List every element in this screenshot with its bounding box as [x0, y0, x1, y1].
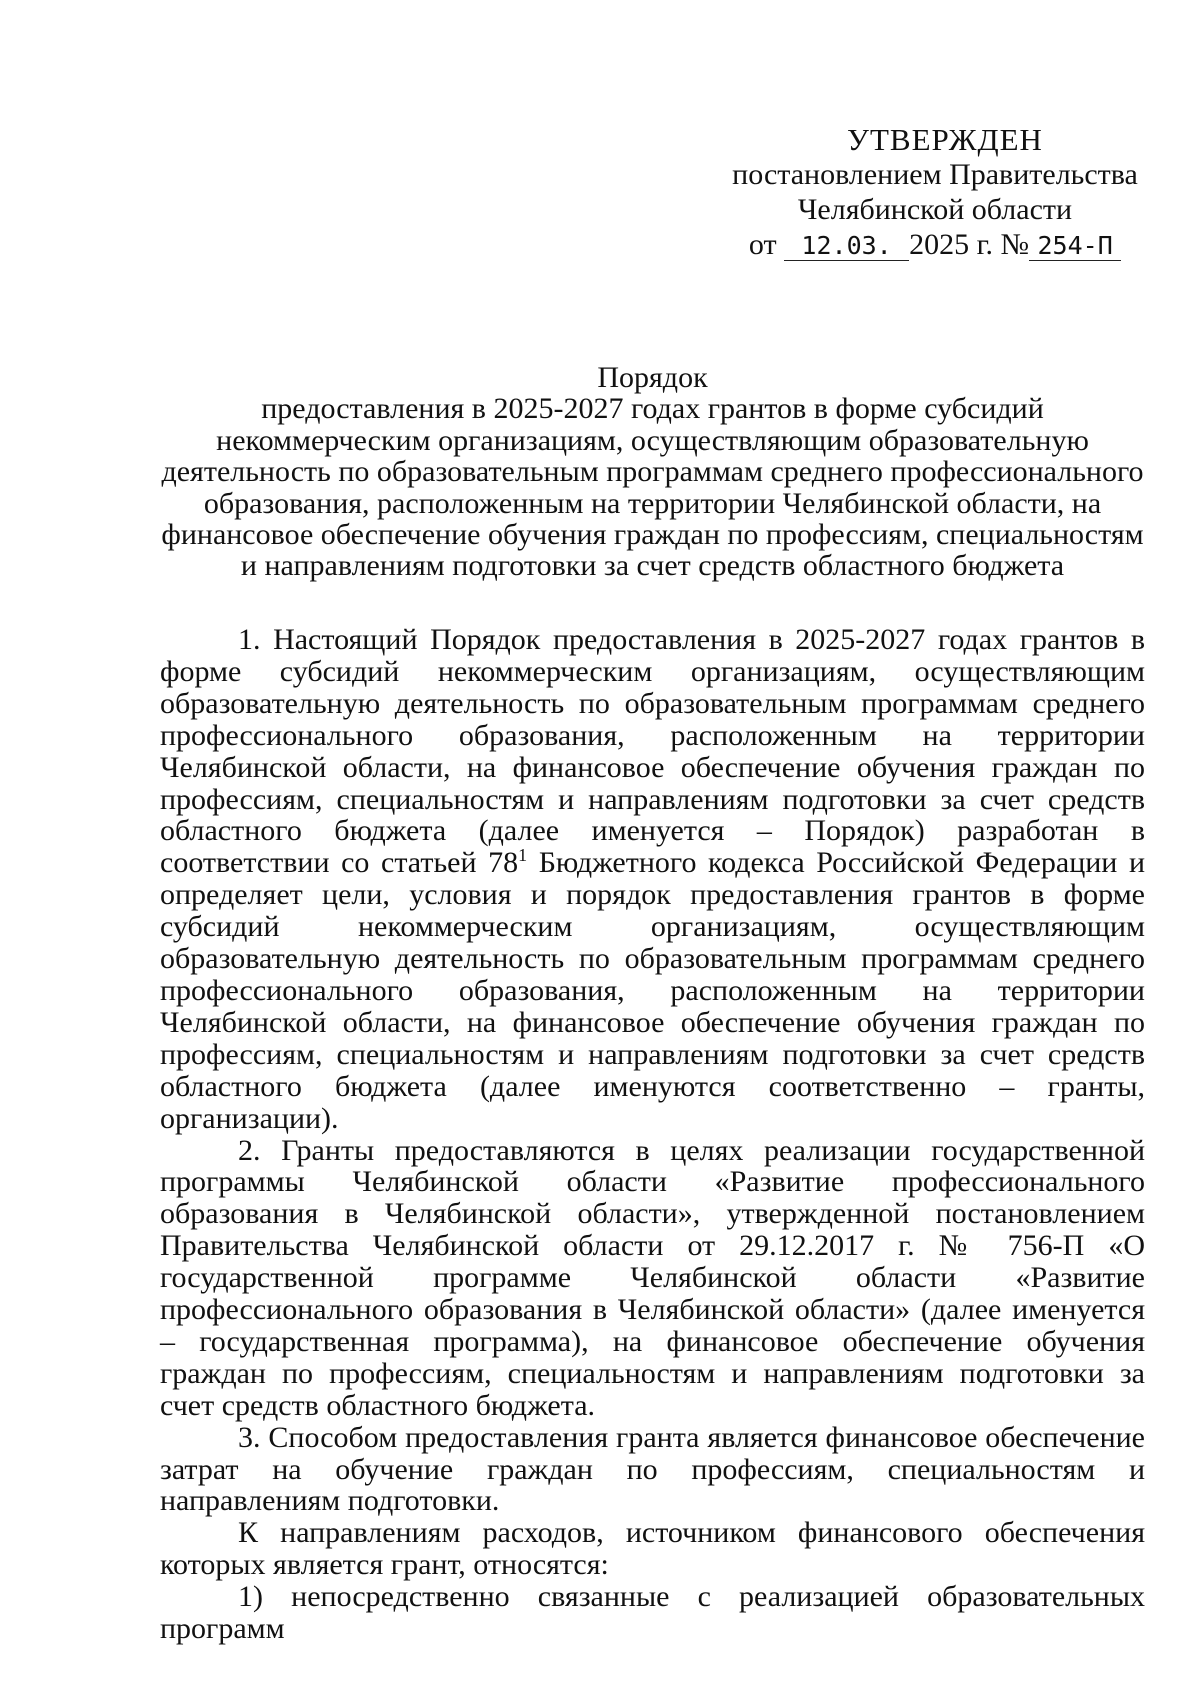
document-heading: Порядок — [597, 361, 708, 394]
paragraph-1-text-start: 1. Настоящий Порядок предоставления в 2025-2027 годах грантов в форме субсидий некоммерческим организациям, осуществляющим образовательную деятельность по образовательным программам среднего профессионального образования, расположенным на территории Челябинской области, на финансовое обеспечение обучения граждан по профессиям, специальностям и направлениям подготовки за счет средств областного бюджета (далее именуется – Порядок) разработан в соответствии со статьей 78 — [160, 623, 1145, 880]
document-title-block — [160, 362, 1145, 582]
paragraph-1 — [160, 624, 1145, 1135]
paragraph-1-text-end: Бюджетного кодекса Российской Федерации и определяет цели, условия и порядок предоставления грантов в форме субсидий некоммерческим организациям, осуществляющим образовательную деятельность по образовательным программам среднего профессионального образования, расположенным на территории Челябинской области, на финансовое обеспечение обучения граждан по профессиям, специальностям и направлениям подготовки за счет средств областного бюджета (далее именуются соответственно – гранты, организации). — [160, 846, 1145, 1135]
approval-stamp-block — [730, 122, 1140, 262]
document-body — [160, 624, 1145, 1645]
article-superscript: 1 — [518, 845, 528, 866]
handwritten-number-field: 254-П — [1029, 232, 1121, 261]
approval-line-resolution: постановлением Правительства — [732, 158, 1138, 191]
paragraph-expense-item-1: 1) непосредственно связанные с реализацией образовательных программ — [160, 1580, 1145, 1646]
handwritten-date-field: 12.03. — [784, 232, 909, 261]
date-prefix: от — [748, 228, 777, 261]
approval-date-line — [730, 227, 1140, 262]
approval-title: УТВЕРЖДЕН — [847, 122, 1043, 157]
paragraph-expense-intro: К направлениям расходов, источником финансового обеспечения которых является грант, относятся: — [160, 1516, 1145, 1582]
year-text: 2025 г. № — [909, 228, 1030, 261]
paragraph-2: 2. Гранты предоставляются в целях реализации государственной программы Челябинской области «Развитие профессионального образования в Челябинской области», утвержденной постановлением Правительства Челябинской области от 29.12.2017 г. № 756-П «О государственной программе Челябинской области «Развитие профессионального образования в Челябинской области» (далее именуется – государственная программа), на финансовое обеспечение обучения граждан по профессиям, специальностям и направлениям подготовки за счет средств областного бюджета. — [160, 1133, 1145, 1422]
document-subtitle: предоставления в 2025-2027 годах грантов в форме субсидий некоммерческим организациям, осуществляющим образовательную деятельность по образовательным программам среднего профессионального образования, расположенным на территории Челябинской области, на финансовое обеспечение обучения граждан по профессиям, специальностям и направлениям подготовки за счет средств областного бюджета — [161, 392, 1144, 583]
approval-line-region: Челябинской области — [797, 193, 1073, 226]
paragraph-3: 3. Способом предоставления гранта является финансовое обеспечение затрат на обучение граждан по профессиям, специальностям и направлениям подготовки. — [160, 1420, 1145, 1518]
